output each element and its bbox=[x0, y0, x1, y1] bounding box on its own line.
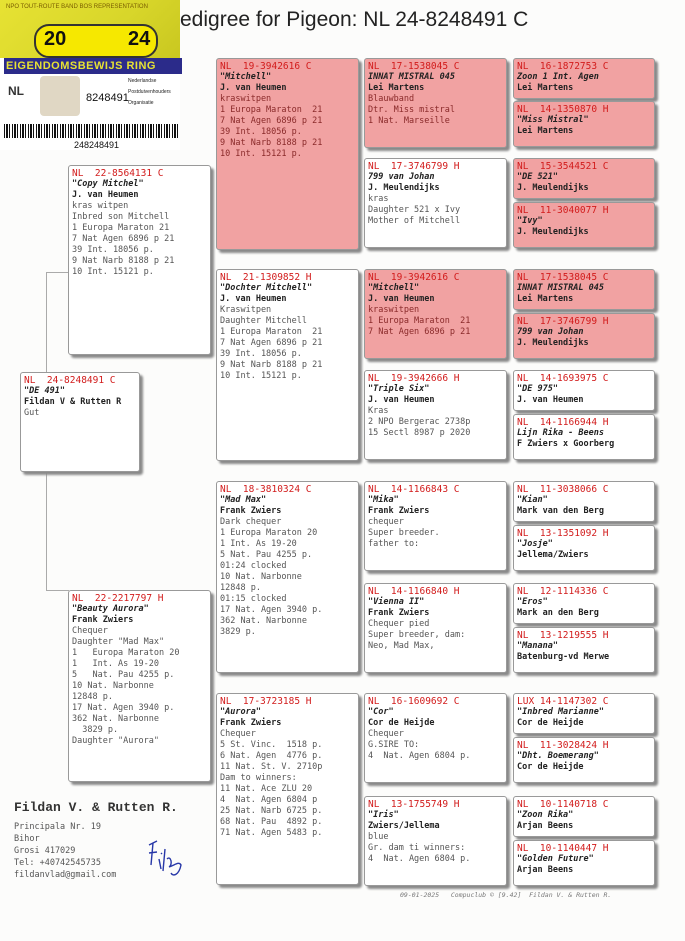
pigeon-detail-line: 12848 p. bbox=[72, 692, 113, 702]
pigeon-owner: J. van Heumen bbox=[368, 294, 435, 304]
ring-number: NL 14-1166840 H bbox=[368, 586, 460, 597]
pigeon-owner: Lei Martens bbox=[517, 294, 574, 304]
pigeon-card-sdd bbox=[364, 370, 507, 460]
pigeon-owner: Lei Martens bbox=[517, 126, 574, 136]
ring-number: NL 17-1538045 C bbox=[517, 272, 609, 283]
handwritten-signature bbox=[143, 835, 187, 879]
connector-line bbox=[46, 272, 47, 372]
pigeon-name: "Beauty Aurora" bbox=[72, 604, 149, 614]
pigeon-detail-line: 10 Nat. Narbonne bbox=[220, 572, 302, 582]
pigeon-owner: J. Meulendijks bbox=[517, 227, 589, 237]
sticker-org-line: Postduivenhouders bbox=[128, 89, 171, 95]
pigeon-detail-line: 6 Nat. Agen 4776 p. bbox=[220, 751, 323, 761]
pigeon-name: "Dht. Boemerang" bbox=[517, 751, 599, 761]
pigeon-owner: J. van Heumen bbox=[368, 395, 435, 405]
pigeon-detail-line: 10 Int. 15121 p. bbox=[220, 371, 302, 381]
pigeon-detail-line: 10 Int. 15121 p. bbox=[220, 149, 302, 159]
pigeon-name: "Mika" bbox=[368, 495, 399, 505]
ring-number: NL 15-3544521 C bbox=[517, 161, 609, 172]
pigeon-detail-line: 39 Int. 18056 p. bbox=[220, 127, 302, 137]
pigeon-detail-line: Gut bbox=[24, 408, 40, 418]
pigeon-detail-line: Neo, Mad Max, bbox=[368, 641, 435, 651]
pigeon-detail-line: 15 Sectl 8987 p 2020 bbox=[368, 428, 471, 438]
pigeon-detail-line: 39 Int. 18056 p. bbox=[220, 349, 302, 359]
pigeon-owner: J. Meulendijks bbox=[517, 338, 589, 348]
ring-number: NL 10-1140718 C bbox=[517, 799, 609, 810]
pigeon-detail-line: 01:24 clocked bbox=[220, 561, 287, 571]
ring-number: NL 21-1309852 H bbox=[220, 272, 312, 283]
pigeon-card-ss bbox=[216, 58, 359, 250]
pigeon-detail-line: Kraswitpen bbox=[220, 305, 272, 315]
ring-number: NL 19-3942616 C bbox=[368, 272, 460, 283]
pigeon-card-subject bbox=[20, 372, 140, 472]
pigeon-detail-line: 71 Nat. Agen 5483 p. bbox=[220, 828, 323, 838]
pigeon-detail-line: Chequer pied bbox=[368, 619, 430, 629]
pigeon-detail-line: blue bbox=[368, 832, 389, 842]
pigeon-detail-line: Super breeder. bbox=[368, 528, 440, 538]
pigeon-detail-line: Daughter 521 x Ivy bbox=[368, 205, 461, 215]
pigeon-owner: Frank Zwiers bbox=[368, 608, 430, 618]
pigeon-owner: Zwiers/Jellema bbox=[368, 821, 440, 831]
ring-number: NL 12-1114336 C bbox=[517, 586, 609, 597]
pigeon-card-sds bbox=[364, 269, 507, 359]
page-title: edigree for Pigeon: NL 24-8248491 C bbox=[180, 8, 529, 31]
pigeon-detail-line: 11 Nat. St. V. 2710p bbox=[220, 762, 323, 772]
pigeon-detail-line: Super breeder, dam: bbox=[368, 630, 466, 640]
pigeon-name: 799 van Johan bbox=[368, 172, 435, 182]
pigeon-card-ds bbox=[216, 481, 359, 673]
pigeon-detail-line: 3829 p. bbox=[220, 627, 256, 637]
pigeon-name: "Inbred Marianne" bbox=[517, 707, 604, 717]
pigeon-detail-line: 2 NPO Bergerac 2738p bbox=[368, 417, 471, 427]
pigeon-detail-line: 1 Europa Maraton 21 bbox=[220, 327, 323, 337]
pigeon-owner: J. van Heumen bbox=[220, 83, 287, 93]
pigeon-name: "DE 521" bbox=[517, 172, 558, 182]
pigeon-name: "Triple Six" bbox=[368, 384, 430, 394]
pigeon-name: "Mitchell" bbox=[220, 72, 272, 82]
pigeon-card-dd bbox=[216, 693, 359, 885]
pigeon-card-g12 bbox=[513, 627, 655, 673]
ring-number: LUX 14-1147302 C bbox=[517, 696, 609, 707]
pigeon-card-g3 bbox=[513, 158, 655, 199]
pigeon-name: "Dochter Mitchell" bbox=[220, 283, 313, 293]
pigeon-detail-line: 9 Nat Narb 8188 p 21 bbox=[72, 256, 175, 266]
pigeon-detail-line: 11 Nat. Ace ZLU 20 bbox=[220, 784, 313, 794]
pigeon-detail-line: Chequer bbox=[72, 626, 108, 636]
breeder-email: fildanvlad@gmail.com bbox=[14, 870, 117, 880]
pigeon-name: "Zoon Rika" bbox=[517, 810, 574, 820]
breeder-address: Principala Nr. 19 bbox=[14, 822, 101, 832]
pigeon-owner: F Zwiers x Goorberg bbox=[517, 439, 615, 449]
pigeon-detail-line: 4 Nat. Agen 6804 p. bbox=[368, 751, 471, 761]
pigeon-detail-line: 25 Nat. Narb 6725 p. bbox=[220, 806, 323, 816]
barcode bbox=[4, 124, 180, 138]
pigeon-name: "Eros" bbox=[517, 597, 548, 607]
pigeon-owner: Fildan V & Rutten R bbox=[24, 397, 122, 407]
pigeon-owner: Lei Martens bbox=[517, 83, 574, 93]
pigeon-owner: Frank Zwiers bbox=[220, 718, 282, 728]
pigeon-detail-line: 7 Nat Agen 6896 p 21 bbox=[368, 327, 471, 337]
pigeon-name: "Mad Max" bbox=[220, 495, 267, 505]
pigeon-detail-line: 3829 p. bbox=[72, 725, 119, 735]
pigeon-name: "Cor" bbox=[368, 707, 394, 717]
pigeon-detail-line: Kras bbox=[368, 406, 389, 416]
pigeon-owner: Lei Martens bbox=[368, 83, 425, 93]
sticker-year-right: 24 bbox=[128, 28, 151, 50]
pigeon-detail-line: 9 Nat Narb 8188 p 21 bbox=[220, 360, 323, 370]
pigeon-owner: Cor de Heijde bbox=[368, 718, 435, 728]
connector-line bbox=[46, 470, 47, 590]
pigeon-card-g10 bbox=[513, 525, 655, 571]
pigeon-name: "Golden Future" bbox=[517, 854, 594, 864]
connector-line bbox=[46, 590, 69, 591]
pigeon-card-dss bbox=[364, 481, 507, 571]
pigeon-detail-line: Blauwband bbox=[368, 94, 415, 104]
ring-number: NL 19-3942616 C bbox=[220, 61, 312, 72]
ring-number: NL 14-1166843 C bbox=[368, 484, 460, 495]
connector-line bbox=[46, 272, 69, 273]
pigeon-detail-line: 1 Nat. Marseille bbox=[368, 116, 450, 126]
pigeon-card-sire bbox=[68, 165, 211, 355]
pigeon-detail-line: Dark chequer bbox=[220, 517, 282, 527]
pigeon-detail-line: Chequer bbox=[220, 729, 256, 739]
ring-number: NL 13-1219555 H bbox=[517, 630, 609, 641]
pigeon-detail-line: 5 Nat. Pau 4255 p. bbox=[72, 670, 175, 680]
pigeon-detail-line: 7 Nat Agen 6896 p 21 bbox=[72, 234, 175, 244]
pigeon-logo-icon bbox=[40, 76, 80, 116]
pigeon-card-g6 bbox=[513, 313, 655, 359]
pigeon-detail-line: Gr. dam ti winners: bbox=[368, 843, 466, 853]
pigeon-card-dds bbox=[364, 693, 507, 783]
pigeon-detail-line: Chequer bbox=[368, 729, 404, 739]
pigeon-name: 799 van Johan bbox=[517, 327, 584, 337]
pigeon-card-g2 bbox=[513, 101, 655, 147]
pigeon-owner: Frank Zwiers bbox=[368, 506, 430, 516]
ring-number: NL 16-1872753 C bbox=[517, 61, 609, 72]
pigeon-detail-line: Daughter Mitchell bbox=[220, 316, 307, 326]
pigeon-detail-line: 1 Europa Maraton 21 bbox=[368, 316, 471, 326]
pigeon-card-g11 bbox=[513, 583, 655, 624]
pigeon-card-g16 bbox=[513, 840, 655, 886]
sticker-ring-text: EIGENDOMSBEWIJS RING bbox=[4, 58, 182, 74]
ring-number: NL 13-1755749 H bbox=[368, 799, 460, 810]
pigeon-owner: Mark van den Berg bbox=[517, 506, 604, 516]
pigeon-detail-line: 68 Nat. Pau 4892 p. bbox=[220, 817, 323, 827]
ring-number: NL 17-3723185 H bbox=[220, 696, 312, 707]
pigeon-owner: Cor de Heijde bbox=[517, 718, 584, 728]
pigeon-detail-line: G.SIRE TO: bbox=[368, 740, 420, 750]
pigeon-owner: Arjan Beens bbox=[517, 821, 574, 831]
pigeon-detail-line: kraswitpen bbox=[368, 305, 420, 315]
pigeon-detail-line: 5 St. Vinc. 1518 p. bbox=[220, 740, 323, 750]
print-stamp: 09-01-2025 Compuclub © [9.42] Fildan V. & Rutten R. bbox=[400, 891, 612, 899]
pigeon-detail-line: 12848 p. bbox=[220, 583, 261, 593]
pigeon-owner: J. van Heumen bbox=[517, 395, 584, 405]
pigeon-card-g15 bbox=[513, 796, 655, 837]
pigeon-owner: Frank Zwiers bbox=[220, 506, 282, 516]
pigeon-detail-line: Daughter "Mad Max" bbox=[72, 637, 165, 647]
pigeon-owner: Arjan Beens bbox=[517, 865, 574, 875]
breeder-name: Fildan V. & Rutten R. bbox=[14, 800, 178, 815]
sticker-subtitle: NPO TOUT-ROUTE BAND BOS REPRESENTATION bbox=[6, 4, 148, 10]
pigeon-owner: J. van Heumen bbox=[72, 190, 139, 200]
pigeon-card-g8 bbox=[513, 414, 655, 460]
sticker-org bbox=[128, 76, 171, 109]
sticker-year-left: 20 bbox=[44, 28, 67, 50]
breeder-region: Bihor bbox=[14, 834, 40, 844]
pigeon-owner: Cor de Heijde bbox=[517, 762, 584, 772]
pigeon-name: "Vienna II" bbox=[368, 597, 425, 607]
pigeon-detail-line: Dam to winners: bbox=[220, 773, 297, 783]
pigeon-name: "Iris" bbox=[368, 810, 399, 820]
sticker-org-line: Nederlandse bbox=[128, 78, 157, 84]
ring-number: NL 11-3040077 H bbox=[517, 205, 609, 216]
pigeon-name: "Copy Mitchel" bbox=[72, 179, 144, 189]
pigeon-detail-line: Daughter "Aurora" bbox=[72, 736, 159, 746]
pigeon-detail-line: 9 Nat Narb 8188 p 21 bbox=[220, 138, 323, 148]
barcode-number: 248248491 bbox=[74, 140, 120, 150]
pigeon-name: "Kian" bbox=[517, 495, 548, 505]
pigeon-detail-line: 1 Europa Maraton 21 bbox=[72, 223, 170, 233]
ring-number: NL 13-1351092 H bbox=[517, 528, 609, 539]
ring-number: NL 19-3942666 H bbox=[368, 373, 460, 384]
ring-number: NL 22-8564131 C bbox=[72, 168, 164, 179]
ring-number: NL 17-3746799 H bbox=[368, 161, 460, 172]
ownership-ring-sticker bbox=[0, 0, 180, 150]
pigeon-card-sss bbox=[364, 58, 507, 148]
pigeon-detail-line: 1 Europa Maraton 21 bbox=[220, 105, 323, 115]
pigeon-detail-line: 4 Nat. Agen 6804 p bbox=[220, 795, 318, 805]
pigeon-detail-line: 10 Nat. Narbonne bbox=[72, 681, 154, 691]
pigeon-owner: Batenburg-vd Merwe bbox=[517, 652, 610, 662]
pigeon-owner: Mark an den Berg bbox=[517, 608, 599, 618]
pigeon-card-g1 bbox=[513, 58, 655, 99]
pigeon-name: "Ivy" bbox=[517, 216, 543, 226]
pigeon-detail-line: 1 Europa Maraton 20 bbox=[220, 528, 318, 538]
pigeon-card-sd bbox=[216, 269, 359, 461]
pigeon-detail-line: Mother of Mitchell bbox=[368, 216, 461, 226]
pigeon-name: INNAT MISTRAL 045 bbox=[517, 283, 604, 293]
ring-number: NL 11-3038066 C bbox=[517, 484, 609, 495]
ring-number: NL 16-1609692 C bbox=[368, 696, 460, 707]
pigeon-name: Lijn Rika - Beens bbox=[517, 428, 604, 438]
pigeon-detail-line: 4 Nat. Agen 6804 p. bbox=[368, 854, 471, 864]
ring-number: NL 17-3746799 H bbox=[517, 316, 609, 327]
pigeon-card-g7 bbox=[513, 370, 655, 411]
pigeon-detail-line: 01:15 clocked bbox=[220, 594, 287, 604]
sticker-country: NL bbox=[8, 84, 24, 98]
ring-number: NL 22-2217797 H bbox=[72, 593, 164, 604]
pigeon-owner: Frank Zwiers bbox=[72, 615, 134, 625]
pigeon-name: "Manana" bbox=[517, 641, 558, 651]
pigeon-detail-line: father to: bbox=[368, 539, 420, 549]
pigeon-detail-line: Dtr. Miss mistral bbox=[368, 105, 455, 115]
pigeon-detail-line: 1 Int. As 19-20 bbox=[72, 659, 159, 669]
pigeon-detail-line: chequer bbox=[368, 517, 404, 527]
pigeon-detail-line: 17 Nat. Agen 3940 p. bbox=[220, 605, 323, 615]
pigeon-card-ssd bbox=[364, 158, 507, 248]
pigeon-detail-line: 17 Nat. Agen 3940 p. bbox=[72, 703, 175, 713]
pigeon-name: "Josje" bbox=[517, 539, 553, 549]
ring-number: NL 24-8248491 C bbox=[24, 375, 116, 386]
pigeon-card-g5 bbox=[513, 269, 655, 310]
pigeon-name: "Aurora" bbox=[220, 707, 261, 717]
pigeon-card-g14 bbox=[513, 737, 655, 783]
pigeon-name: "Mitchell" bbox=[368, 283, 420, 293]
ring-number: NL 17-1538045 C bbox=[368, 61, 460, 72]
pigeon-detail-line: 362 Nat. Narbonne bbox=[72, 714, 159, 724]
pigeon-name: "Miss Mistral" bbox=[517, 115, 589, 125]
pigeon-detail-line: 5 Nat. Pau 4255 p. bbox=[220, 550, 313, 560]
pigeon-detail-line: 7 Nat Agen 6896 p 21 bbox=[220, 116, 323, 126]
ring-number: NL 14-1693975 C bbox=[517, 373, 609, 384]
breeder-phone: Tel: +40742545735 bbox=[14, 858, 101, 868]
pigeon-card-g4 bbox=[513, 202, 655, 248]
pigeon-detail-line: 362 Nat. Narbonne bbox=[220, 616, 307, 626]
sticker-org-line: Organisatie bbox=[128, 100, 154, 106]
pigeon-detail-line: 10 Int. 15121 p. bbox=[72, 267, 154, 277]
pigeon-card-g13 bbox=[513, 693, 655, 734]
ring-number: NL 14-1166944 H bbox=[517, 417, 609, 428]
sticker-number: 8248491 bbox=[86, 92, 129, 104]
pigeon-owner: Jellema/Zwiers bbox=[517, 550, 589, 560]
pigeon-detail-line: 7 Nat Agen 6896 p 21 bbox=[220, 338, 323, 348]
pigeon-detail-line: 39 Int. 18056 p. bbox=[72, 245, 154, 255]
pigeon-card-dsd bbox=[364, 583, 507, 673]
pigeon-detail-line: Inbred son Mitchell bbox=[72, 212, 170, 222]
ring-number: NL 18-3810324 C bbox=[220, 484, 312, 495]
pigeon-name: "DE 975" bbox=[517, 384, 558, 394]
pigeon-owner: J. van Heumen bbox=[220, 294, 287, 304]
pigeon-owner: J. Meulendijks bbox=[517, 183, 589, 193]
pigeon-card-g9 bbox=[513, 481, 655, 522]
breeder-city: Grosi 417029 bbox=[14, 846, 76, 856]
pigeon-card-dam bbox=[68, 590, 211, 782]
pigeon-detail-line: 1 Int. As 19-20 bbox=[220, 539, 297, 549]
pigeon-name: "DE 491" bbox=[24, 386, 65, 396]
pigeon-detail-line: 1 Europa Maraton 20 bbox=[72, 648, 180, 658]
pigeon-name: Zoon 1 Int. Agen bbox=[517, 72, 599, 82]
pigeon-owner: J. Meulendijks bbox=[368, 183, 440, 193]
pigeon-detail-line: kras witpen bbox=[72, 201, 129, 211]
ring-number: NL 10-1140447 H bbox=[517, 843, 609, 854]
ring-number: NL 14-1350870 H bbox=[517, 104, 609, 115]
pigeon-detail-line: kraswitpen bbox=[220, 94, 272, 104]
pigeon-detail-line: kras bbox=[368, 194, 389, 204]
pigeon-name: INNAT MISTRAL 045 bbox=[368, 72, 455, 82]
pigeon-card-ddd bbox=[364, 796, 507, 886]
ring-number: NL 11-3028424 H bbox=[517, 740, 609, 751]
